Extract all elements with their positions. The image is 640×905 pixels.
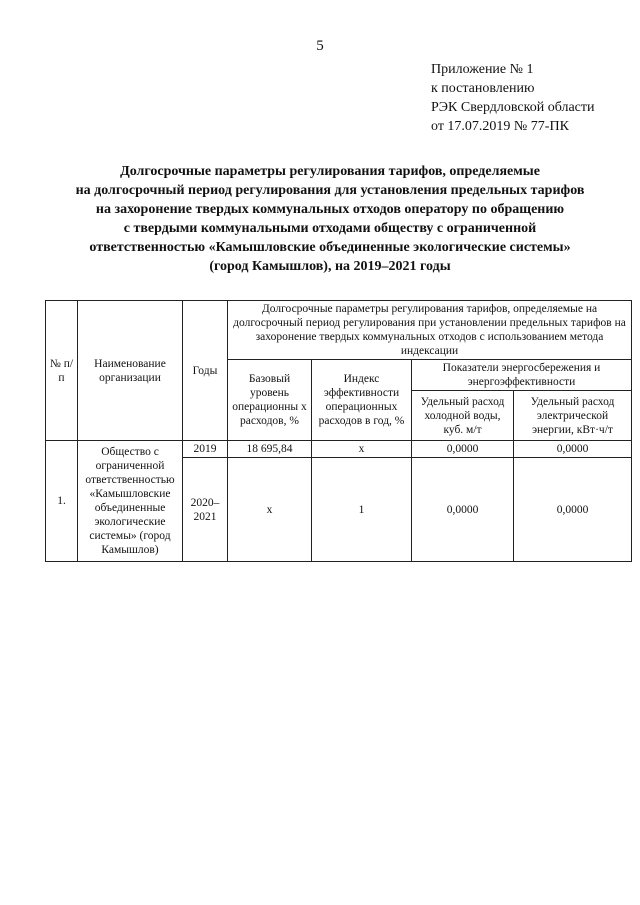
cell-water: 0,0000 <box>412 441 514 458</box>
cell-water: 0,0000 <box>412 458 514 562</box>
cell-years: 2020–2021 <box>183 458 228 562</box>
cell-num: 1. <box>46 441 78 562</box>
cell-electricity: 0,0000 <box>514 458 632 562</box>
cell-efficiency-index: x <box>312 441 412 458</box>
title-line: на долгосрочный период регулирования для установления предельных тарифов <box>75 183 585 198</box>
tariff-parameters-table <box>45 300 632 562</box>
title-line: ответственностью «Камышловские объединенные экологические системы» <box>89 240 571 255</box>
header-water: Удельный расход холодной воды, куб. м/т <box>412 391 514 441</box>
cell-base-level: x <box>228 458 312 562</box>
title-line: Долгосрочные параметры регулирования тарифов, определяемые <box>120 164 540 179</box>
page-number: 5 <box>316 38 324 54</box>
header-energy-group: Показатели энергосбережения и энергоэффективности <box>412 360 632 391</box>
header-params-group: Долгосрочные параметры регулирования тарифов, определяемые на долгосрочный период регулирования при установлении предельных тарифов на захоронение твердых коммунальных отходов с использованием метода индексации <box>228 301 632 360</box>
table-row <box>46 441 632 458</box>
cell-electricity: 0,0000 <box>514 441 632 458</box>
cell-base-level: 18 695,84 <box>228 441 312 458</box>
appendix-block <box>431 60 595 136</box>
cell-years: 2019 <box>183 441 228 458</box>
header-num: № п/п <box>46 301 78 441</box>
appendix-line: Приложение № 1 <box>431 62 534 77</box>
header-years: Годы <box>183 301 228 441</box>
appendix-line: к постановлению <box>431 81 535 96</box>
header-efficiency-index: Индекс эффективности операционных расходов в год, % <box>312 360 412 441</box>
header-base-level: Базовый уровень операционны х расходов, % <box>228 360 312 441</box>
header-electricity: Удельный расход электрической энергии, кВт·ч/т <box>514 391 632 441</box>
cell-efficiency-index: 1 <box>312 458 412 562</box>
appendix-line: от 17.07.2019 № 77-ПК <box>431 119 569 134</box>
header-organization: Наименование организации <box>78 301 183 441</box>
title-line: (город Камышлов), на 2019–2021 годы <box>209 259 451 274</box>
title-line: на захоронение твердых коммунальных отходов оператору по обращению <box>95 202 565 217</box>
appendix-line: РЭК Свердловской области <box>431 100 595 115</box>
title-line: с твердыми коммунальными отходами обществу с ограниченной <box>123 221 537 236</box>
document-title <box>40 162 620 276</box>
cell-organization: Общество с ограниченной ответственностью «Камышловские объединенные экологические системы» (город Камышлов) <box>78 441 183 562</box>
